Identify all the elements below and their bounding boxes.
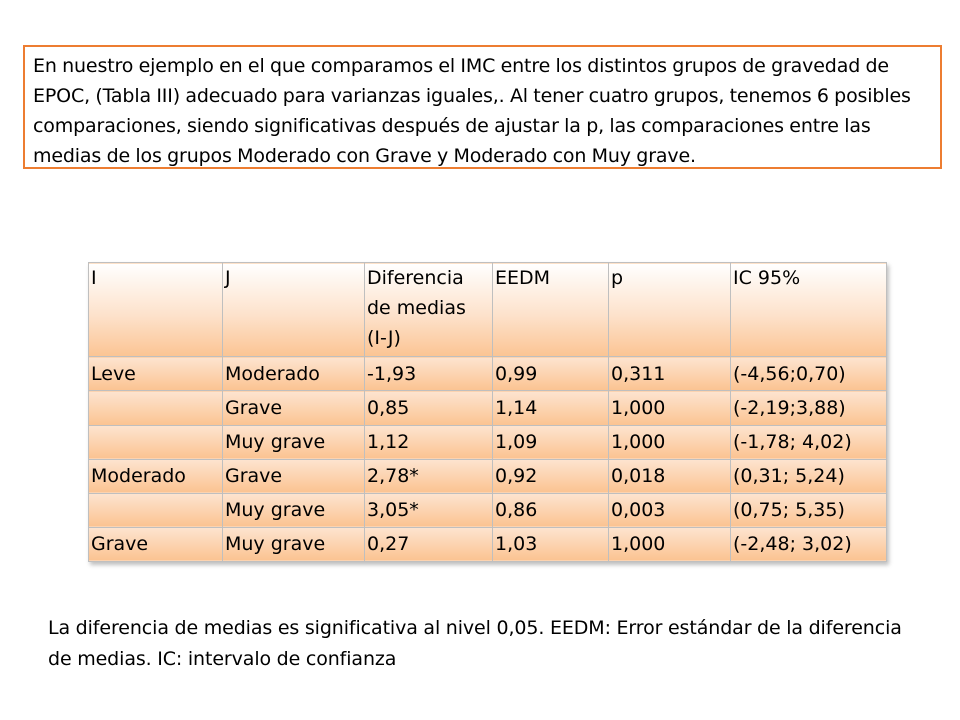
cell-i	[89, 493, 223, 527]
table-row	[89, 357, 887, 391]
cell-mean-difference: 1,12	[365, 425, 493, 459]
cell-i: Grave	[89, 527, 223, 561]
header-p: p	[609, 263, 731, 357]
cell-eedm: 1,03	[493, 527, 609, 561]
comparisons-table-container	[88, 262, 886, 562]
table-row	[89, 391, 887, 425]
cell-j: Grave	[223, 391, 365, 425]
table-row	[89, 493, 887, 527]
intro-text: En nuestro ejemplo en el que comparamos el IMC entre los distintos grupos de gravedad de EPOC, (Tabla III) adecuado para varianzas iguales,. Al tener cuatro grupos, tenemos 6 posibles comparaciones, siendo significativas después de ajustar la p, las comparaciones entre las medias de los grupos Moderado con Grave y Moderado con Muy grave.	[33, 55, 911, 167]
cell-ci95: (-4,56;0,70)	[731, 357, 887, 391]
header-i: I	[89, 263, 223, 357]
cell-j: Muy grave	[223, 425, 365, 459]
table-header-row	[89, 263, 887, 357]
cell-p: 1,000	[609, 425, 731, 459]
cell-j: Moderado	[223, 357, 365, 391]
header-mean-difference: Diferencia de medias (I-J)	[365, 263, 493, 357]
cell-i: Leve	[89, 357, 223, 391]
cell-ci95: (-1,78; 4,02)	[731, 425, 887, 459]
header-ci95: IC 95%	[731, 263, 887, 357]
cell-mean-difference: 0,85	[365, 391, 493, 425]
cell-ci95: (-2,48; 3,02)	[731, 527, 887, 561]
cell-ci95: (0,31; 5,24)	[731, 459, 887, 493]
cell-eedm: 0,99	[493, 357, 609, 391]
cell-eedm: 0,86	[493, 493, 609, 527]
cell-ci95: (0,75; 5,35)	[731, 493, 887, 527]
cell-mean-difference: 3,05*	[365, 493, 493, 527]
header-j: J	[223, 263, 365, 357]
table-row	[89, 459, 887, 493]
cell-eedm: 0,92	[493, 459, 609, 493]
table-row	[89, 527, 887, 561]
cell-p: 0,003	[609, 493, 731, 527]
cell-ci95: (-2,19;3,88)	[731, 391, 887, 425]
cell-mean-difference: 0,27	[365, 527, 493, 561]
cell-i	[89, 391, 223, 425]
cell-p: 0,311	[609, 357, 731, 391]
cell-j: Muy grave	[223, 527, 365, 561]
cell-i: Moderado	[89, 459, 223, 493]
table-row	[89, 425, 887, 459]
cell-mean-difference: 2,78*	[365, 459, 493, 493]
cell-eedm: 1,09	[493, 425, 609, 459]
intro-text-box	[23, 45, 942, 169]
cell-eedm: 1,14	[493, 391, 609, 425]
footer-note-text: La diferencia de medias es significativa al nivel 0,05. EEDM: Error estándar de la diferencia de medias. IC: intervalo de confianza	[48, 617, 902, 670]
header-eedm: EEDM	[493, 263, 609, 357]
cell-j: Muy grave	[223, 493, 365, 527]
cell-p: 1,000	[609, 527, 731, 561]
cell-mean-difference: -1,93	[365, 357, 493, 391]
cell-p: 0,018	[609, 459, 731, 493]
cell-j: Grave	[223, 459, 365, 493]
cell-p: 1,000	[609, 391, 731, 425]
comparisons-table	[88, 262, 887, 562]
cell-i	[89, 425, 223, 459]
footer-note	[48, 613, 928, 675]
